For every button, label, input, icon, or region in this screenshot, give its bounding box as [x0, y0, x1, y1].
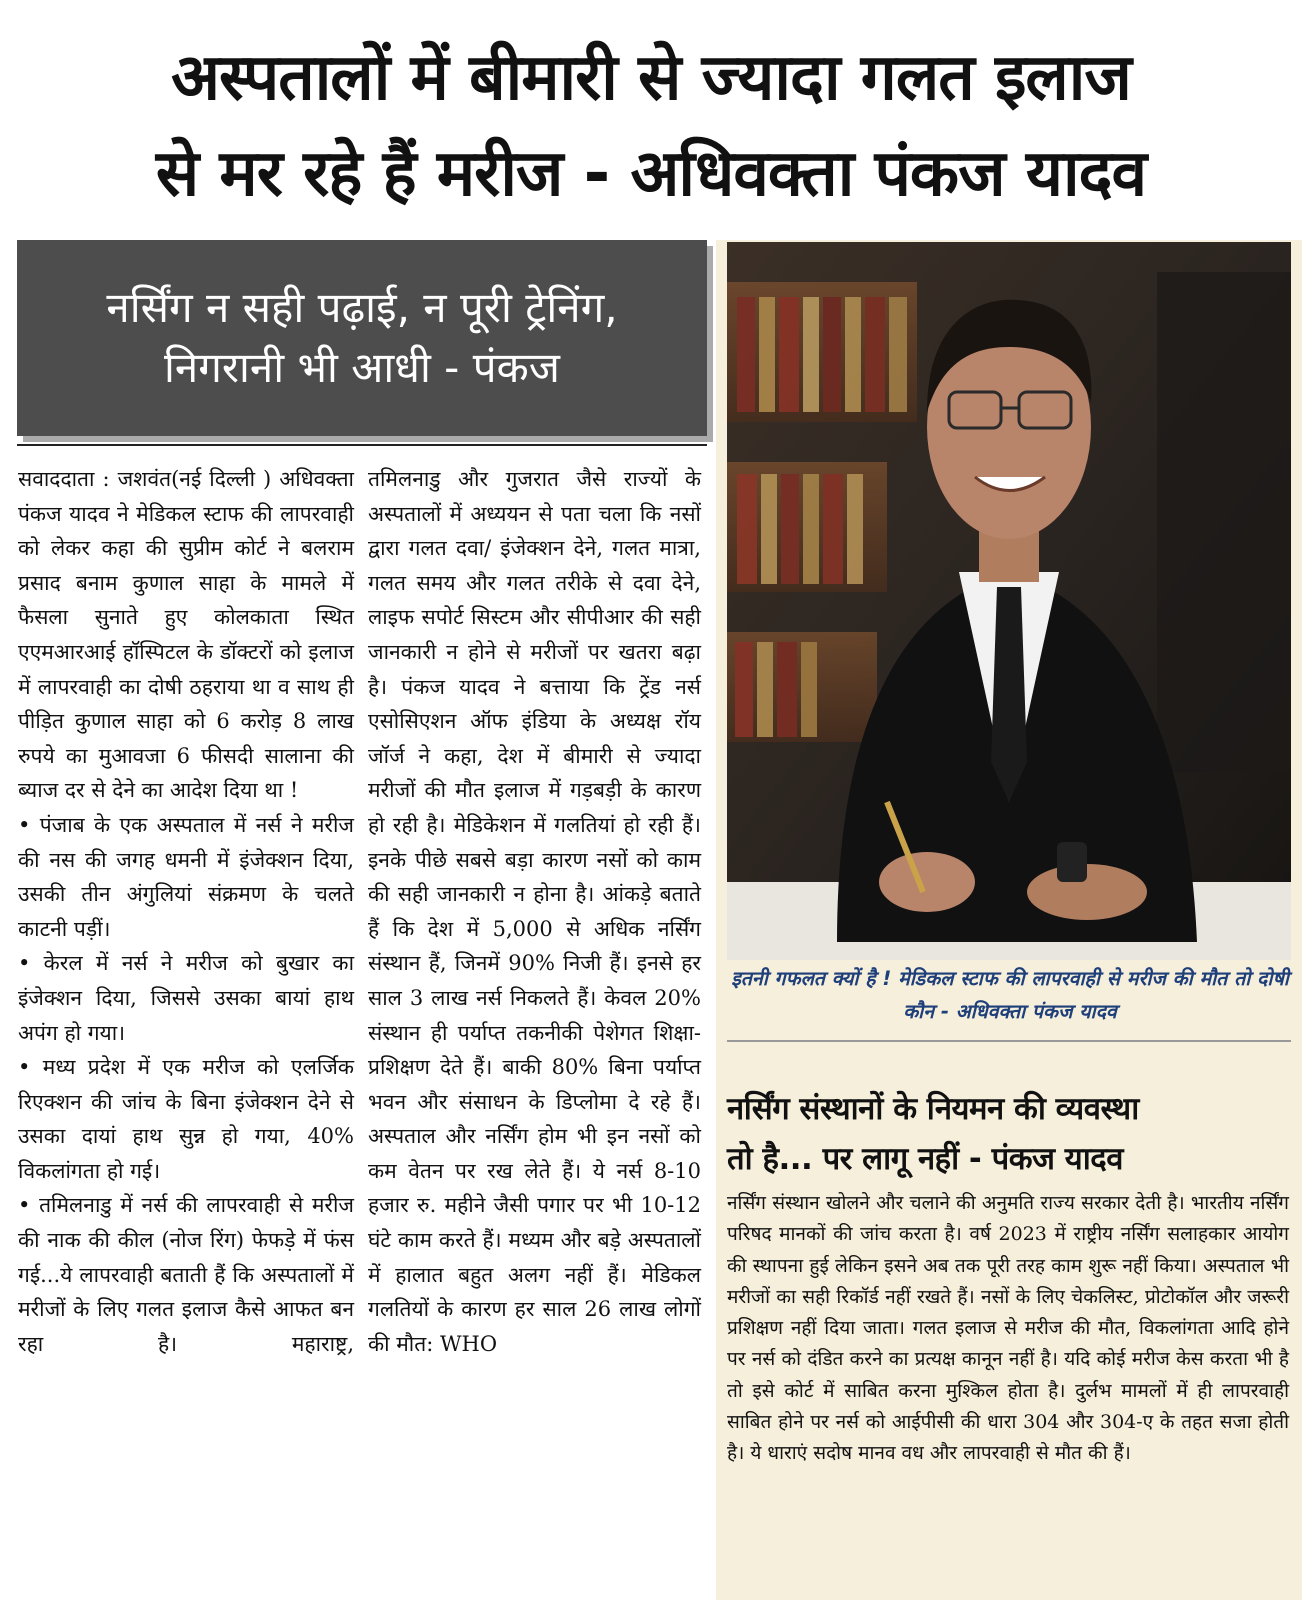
sidebar-body: नर्सिंग संस्थान खोलने और चलाने की अनुमति राज्य सरकार देती है। भारतीय नर्सिंग परिषद मानकों की जांच करता है। वर्ष 2023 में राष्ट्रीय नर्सिंग सलाहकार आयोग की स्थापना हुई लेकिन इसने अब तक पूरी तरह काम शुरू नहीं किया। अस्पताल भी मरीजों का सही रिकॉर्ड नहीं रखते हैं। नसों के लिए चेकलिस्ट, प्रोटोकॉल और जरूरी प्रशिक्षण नहीं दिया जाता। गलत इलाज से मरीज की मौत, विकलांगता आदि होने पर नर्स को दंडित करने का प्रत्यक्ष कानून नहीं है। यदि कोई मरीज केस करता भी है तो इसे कोर्ट में साबित करना मुश्किल होता है। दुर्लभ मामलों में ही लापरवाही साबित होने पर नर्स को आईपीसी की धारा 304 और 304-ए के तहत सजा होती है। ये धाराएं सदोष मानव वध और लापरवाही से मौत की हैं।: [727, 1192, 1289, 1465]
subheadline-box: [17, 240, 707, 436]
sidebar-title-line-1: नर्सिंग संस्थानों के नियमन की व्यवस्था: [727, 1091, 1139, 1127]
article-column-2: [368, 462, 701, 1361]
subheadline-text: नर्सिंग न सही पढ़ाई, न पूरी ट्रेनिंग, निगरानी भी आधी - पंकज: [106, 283, 618, 392]
article-paragraph: सवाददाता : जशवंत(नई दिल्ली ) अधिवक्ता पंकज यादव ने मेडिकल स्टाफ की लापरवाही को लेकर कहा की सुप्रीम कोर्ट ने बलराम प्रसाद बनाम कुणाल साहा के मामले में फैसला सुनाते हुए कोलकाता स्थित एएमआरआई हॉस्पिटल के डॉक्टरों को इलाज में लापरवाही का दोषी ठहराया था व साथ ही पीड़ित कुणाल साहा को 6 करोड़ 8 लाख रुपये का मुआवजा 6 फीसदी सालाना की ब्याज दर से देने का आदेश दिया था !: [18, 467, 354, 803]
divider: [17, 444, 707, 446]
headline-line-1: अस्पतालों में बीमारी से ज्यादा गलत इलाज: [171, 41, 1131, 115]
article-paragraph: तमिलनाडु और गुजरात जैसे राज्यों के अस्पतालों में अध्ययन से पता चला कि नसों द्वारा गलत दवा/ इंजेक्शन देने, गलत मात्रा, गलत समय और गलत तरीके से दवा देने, लाइफ सपोर्ट सिस्टम और सीपीआर की सही जानकारी न होने से मरीजों पर खतरा बढ़ा है। पंकज यादव ने बत्ताया कि ट्रेंड नर्स एसोसिएशन ऑफ इंडिया के अध्यक्ष रॉय जॉर्ज ने कहा, देश में बीमारी से ज्यादा मरीजों की मौत इलाज में गड़बड़ी के कारण हो रही है। मेडिकेशन में गलतियां हो रही हैं। इनके पीछे सबसे बड़ा कारण नसों को काम की सही जानकारी न होना है। आंकड़े बताते हैं कि देश में 5,000 से अधिक नर्सिंग संस्थान हैं, जिनमें 90% निजी हैं। इनसे हर साल 3 लाख नर्स निकलते हैं। केवल 20% संस्थान ही पर्याप्त तकनीकी पेशेगत शिक्षा-प्रशिक्षण देते हैं। बाकी 80% बिना पर्याप्त भवन और संसाधन के डिप्लोमा दे रहे हैं। अस्पताल और नर्सिंग होम भी इन नसों को कम वेतन पर रख लेते हैं। ये नर्स 8-10 हजार रु. महीने जैसी पगार पर भी 10-12 घंटे काम करते हैं। मध्यम और बड़े अस्पतालों में हालात बहुत अलग नहीं हैं। मेडिकल गलतियों के कारण हर साल 26 लाख लोगों की मौत: WHO: [368, 467, 701, 1356]
portrait-photo: [727, 242, 1291, 960]
headline-line-2: से मर रहे हैं मरीज - अधिवक्ता पंकज यादव: [155, 137, 1147, 211]
divider: [727, 1040, 1291, 1042]
bullet-point: • पंजाब के एक अस्पताल में नर्स ने मरीज की नस की जगह धमनी में इंजेक्शन दिया, उसकी तीन अंगुलियां संक्रमण के चलते काटनी पड़ीं।: [18, 808, 354, 946]
bullet-point: • तमिलनाडु में नर्स की लापरवाही से मरीज की नाक की कील (नोज रिंग) फेफड़े में फंस गई...ये लापरवाही बताती हैं कि अस्पतालों में मरीजों के लिए गलत इलाज कैसे आफत बन रहा है। महाराष्ट्र,: [18, 1188, 354, 1361]
main-headline: [10, 30, 1292, 222]
photo-caption: इतनी गफलत क्यों है ! मेडिकल स्टाफ की लापरवाही से मरीज की मौत तो दोषी कौन - अधिवक्ता पंकज यादव: [731, 967, 1289, 1023]
portrait-illustration: [727, 242, 1291, 960]
bullet-point: • केरल में नर्स ने मरीज को बुखार का इंजेक्शन दिया, जिससे उसका बायां हाथ अपंग हो गया।: [18, 946, 354, 1050]
bullet-point: • मध्य प्रदेश में एक मरीज को एलर्जिक रिएक्शन की जांच के बिना इंजेक्शन देने से उसका दायां हाथ सुन्न हो गया, 40% विकलांगता हो गई।: [18, 1050, 354, 1188]
sidebar-title: [727, 1084, 1297, 1184]
sidebar-title-line-2: तो है... पर लागू नहीं - पंकज यादव: [727, 1141, 1124, 1177]
article-column-1: [18, 462, 354, 1361]
